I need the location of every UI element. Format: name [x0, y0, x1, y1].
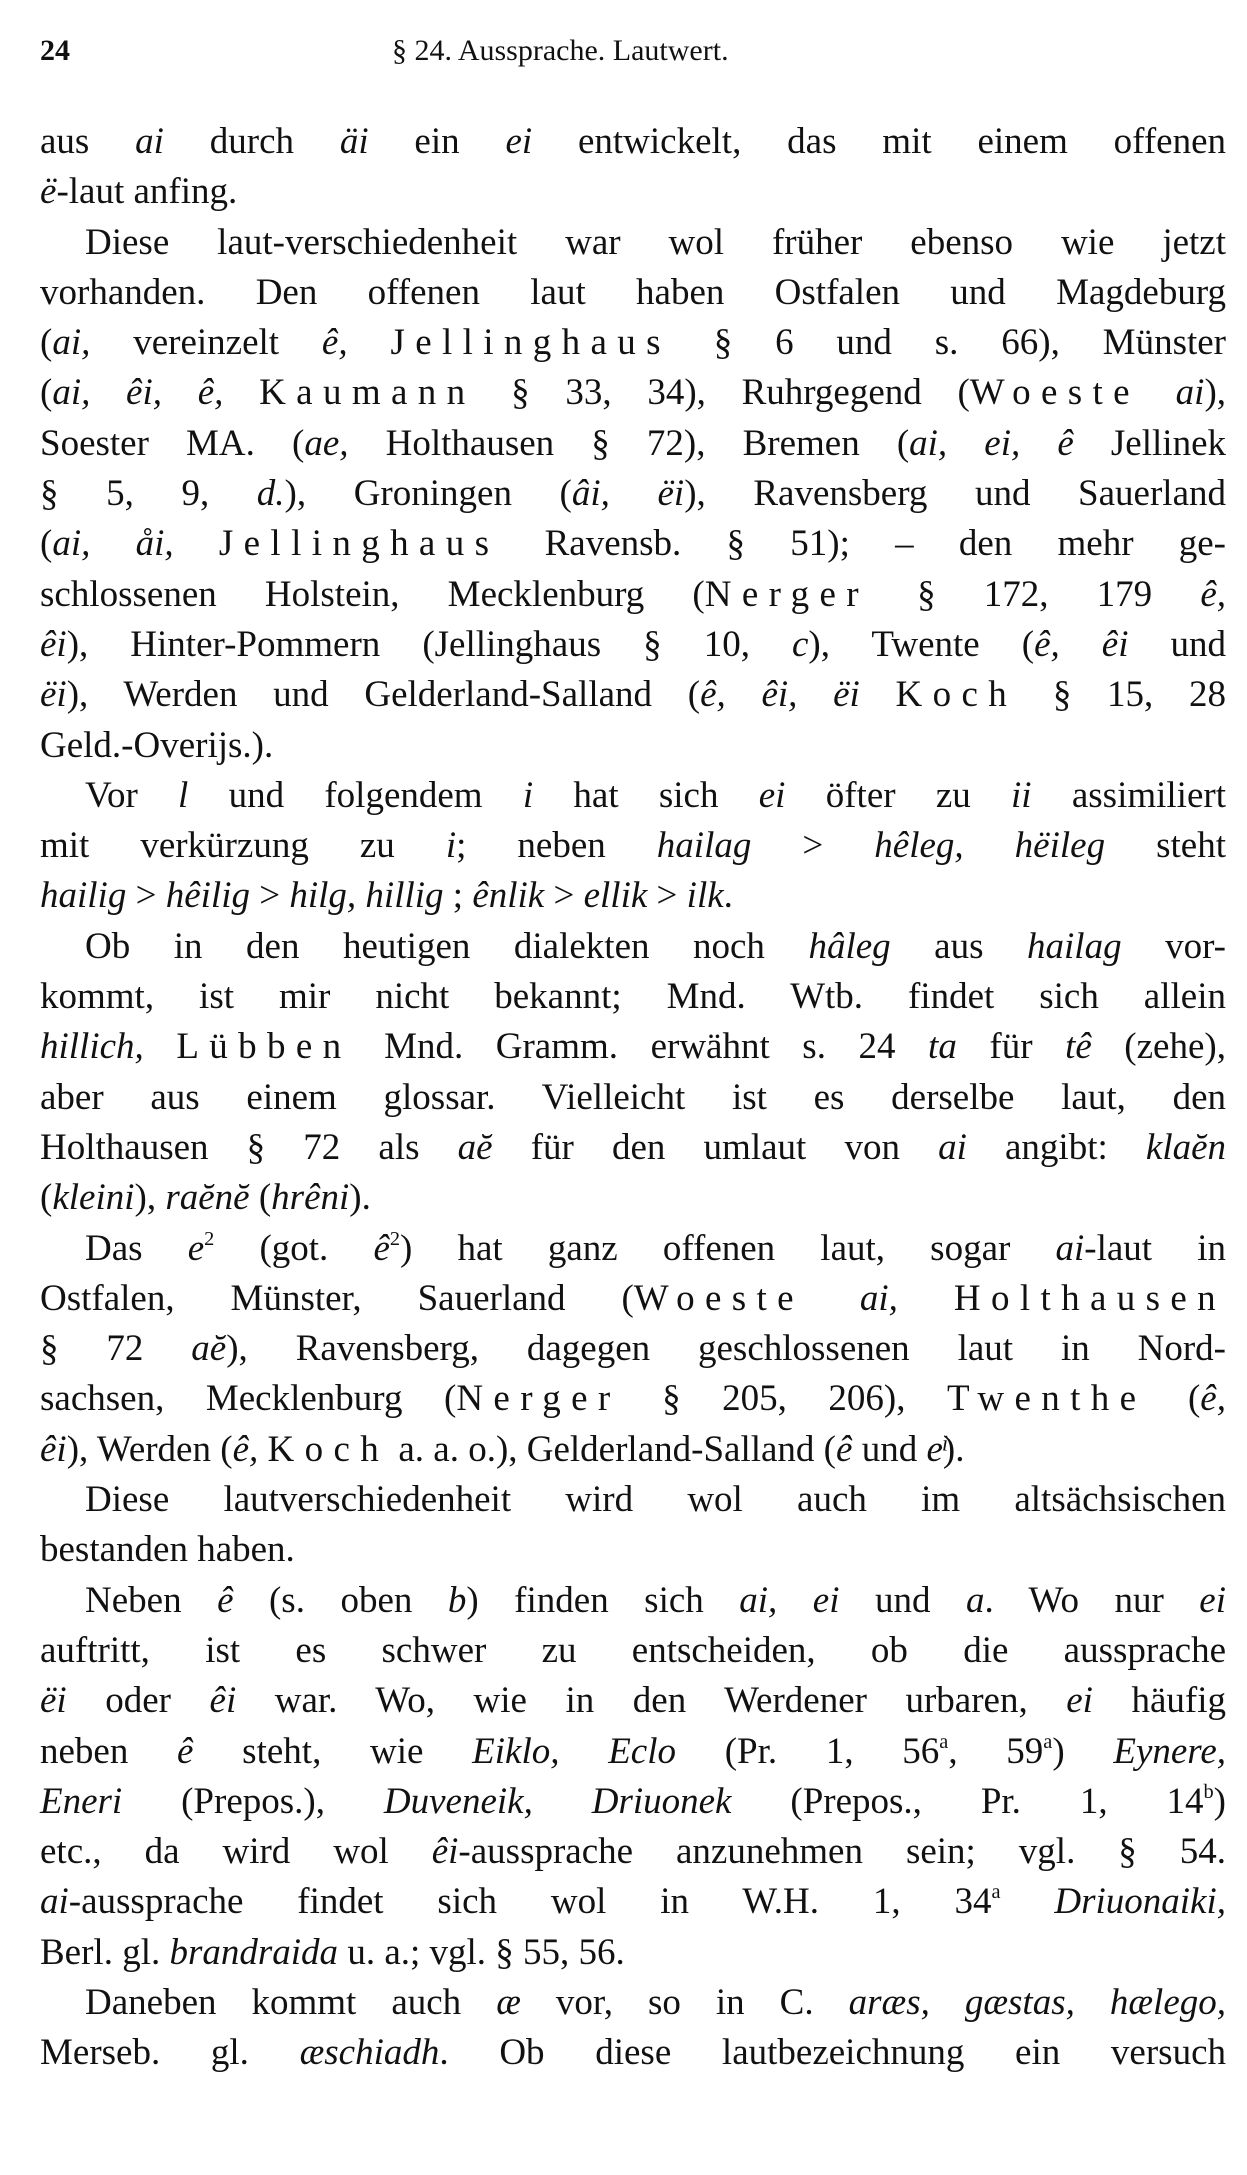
- text-line: [40, 1374, 1226, 1424]
- text-run: (got.: [214, 1227, 374, 1269]
- superscript: b: [1203, 1780, 1214, 1803]
- italic-term: ênlik: [472, 875, 545, 917]
- text-run: [860, 674, 896, 715]
- running-title: § 24. Aussprache. Lautwert.: [392, 34, 729, 67]
- text-line: [40, 1224, 1226, 1274]
- text-run: § 72: [40, 1328, 192, 1370]
- italic-term: tê: [1065, 1026, 1092, 1068]
- text-run: Mnd. Gramm. erwähnt s. 24: [351, 1026, 929, 1068]
- text-line: [40, 117, 1226, 167]
- text-run: (Prepos.),: [122, 1780, 384, 1822]
- text-run: (zehe),: [1091, 1026, 1226, 1068]
- italic-term: eͥ: [926, 1428, 943, 1470]
- text-line: [40, 972, 1226, 1022]
- text-run: [174, 523, 219, 564]
- text-run: vor, so in C.: [520, 1981, 849, 2023]
- text-line: [40, 469, 1226, 519]
- text-line: [40, 1877, 1226, 1927]
- text-line: [40, 419, 1226, 469]
- text-run: auftritt, ist es schwer zu entscheiden, ob die aussprache: [40, 1629, 1226, 1671]
- text-line: [40, 1777, 1226, 1827]
- italic-term: ilk: [686, 875, 724, 917]
- italic-term: ëi: [40, 674, 67, 716]
- text-run: ), Ravensberg und Sauerland: [684, 473, 1227, 515]
- superscript: 2: [204, 1227, 215, 1250]
- italic-term: ëi: [40, 1680, 67, 1722]
- text-run: für: [956, 1026, 1066, 1068]
- italic-term: hâleg: [808, 925, 891, 967]
- italic-term: Eneri: [40, 1780, 123, 1822]
- text-run: § 15, 28: [1017, 674, 1227, 716]
- italic-term: ei: [1066, 1680, 1093, 1722]
- italic-term: Duveneik, Driuonek: [383, 1780, 732, 1822]
- text-line: [40, 1827, 1226, 1877]
- superscript: 2: [389, 1227, 401, 1250]
- text-run: Neben: [85, 1579, 218, 1621]
- text-run: [804, 1278, 860, 1319]
- text-run: Holthausen § 72), Bremen (: [348, 422, 910, 464]
- italic-term: êi: [40, 623, 67, 665]
- italic-term: ai, ei: [739, 1579, 840, 1621]
- text-run: für den umlaut von: [492, 1126, 939, 1168]
- italic-term: êi: [40, 1428, 67, 1470]
- text-line: [40, 1324, 1226, 1374]
- text-run: (: [1146, 1378, 1201, 1420]
- text-run: a. a. o.), Gelderland-Salland (: [389, 1428, 837, 1470]
- italic-term: ii: [1011, 774, 1032, 816]
- author-name: Koch: [895, 674, 1018, 716]
- text-run: (Prepos., Pr. 1, 14: [731, 1780, 1204, 1822]
- italic-term: ae,: [304, 422, 349, 464]
- superscript: a: [1043, 1730, 1053, 1753]
- text-run: Daneben kommt auch: [85, 1981, 497, 2023]
- text-run: Jellinek: [1073, 422, 1226, 464]
- text-run: >: [249, 875, 290, 917]
- text-run: [223, 372, 259, 413]
- text-run: ): [1213, 1780, 1226, 1822]
- text-run: Diese laut-verschiedenheit war wol früher ebenso wie jetzt: [85, 221, 1226, 263]
- text-run: (: [40, 1177, 53, 1219]
- italic-term: ai: [1055, 1227, 1085, 1269]
- italic-term: ê,: [321, 322, 348, 364]
- text-line: [40, 519, 1226, 569]
- text-run: ),: [1204, 372, 1227, 414]
- italic-term: Eiklo, Eclo: [472, 1730, 676, 1772]
- italic-term: ai: [1175, 372, 1205, 414]
- text-run: § 172, 179: [868, 573, 1201, 615]
- italic-term: e: [187, 1227, 205, 1269]
- italic-term: æschiadh: [299, 2032, 440, 2074]
- text-line: [40, 2028, 1226, 2078]
- text-run: vorhanden. Den offenen laut haben Ostfalen und Magdeburg: [40, 271, 1226, 313]
- text-run: [898, 1278, 954, 1319]
- text-run: mit verkürzung zu: [40, 825, 446, 867]
- italic-term: ai: [135, 121, 164, 162]
- italic-term: hrêni: [271, 1177, 350, 1219]
- text-run: § 5, 9,: [40, 473, 257, 515]
- text-line: [40, 268, 1226, 318]
- italic-term: ê: [373, 1227, 390, 1269]
- text-run: und: [852, 1428, 927, 1470]
- text-run: war. Wo, wie in den Werdener urbaren,: [236, 1680, 1067, 1722]
- italic-term: aĕ: [191, 1328, 227, 1370]
- italic-term: brandraida: [169, 1931, 339, 1973]
- text-run: Holthausen § 72 als: [40, 1126, 458, 1168]
- italic-term: raĕnĕ: [165, 1177, 250, 1219]
- text-run: Diese lautverschiedenheit wird wol auch im altsächsischen: [85, 1479, 1226, 1521]
- italic-term: æ: [496, 1981, 521, 2023]
- text-line: [40, 1576, 1226, 1626]
- text-line: [40, 1475, 1226, 1525]
- text-line: [40, 1274, 1226, 1324]
- text-run: (s. oben: [233, 1579, 448, 1621]
- italic-term: ai, åi,: [52, 523, 174, 565]
- italic-term: äi: [339, 121, 369, 162]
- text-run: >: [647, 875, 687, 917]
- author-name: Jellinghaus: [218, 523, 500, 565]
- italic-term: ê, êi, ëi: [700, 674, 860, 716]
- text-run: >: [126, 875, 166, 917]
- text-line: [40, 1626, 1226, 1676]
- text-run: angibt:: [966, 1126, 1146, 1168]
- text-run: ) finden sich: [466, 1579, 740, 1621]
- text-run: ).: [942, 1428, 965, 1470]
- italic-term: d.: [256, 473, 285, 515]
- italic-term: kleini: [52, 1177, 135, 1219]
- text-line: [40, 218, 1226, 268]
- italic-term: ai, êi, ê,: [52, 372, 224, 414]
- text-run: durch: [163, 121, 340, 162]
- text-run: öfter zu: [785, 774, 1012, 816]
- text-run: bestanden haben.: [40, 1529, 295, 1571]
- text-run: ).: [349, 1177, 371, 1219]
- text-line: [40, 771, 1226, 821]
- text-run: sachsen, Mecklenburg (: [40, 1378, 457, 1420]
- italic-term: ai, ei, ê: [909, 422, 1074, 464]
- text-line: [40, 1676, 1226, 1726]
- italic-term: hailig: [40, 875, 127, 917]
- author-name: Nerger: [456, 1378, 621, 1420]
- italic-term: aræs, gæstas, hælego,: [848, 1981, 1227, 2023]
- text-line: [40, 1073, 1226, 1123]
- text-line: [40, 1525, 1226, 1575]
- text-line: [40, 1173, 1226, 1223]
- italic-term: ë: [40, 171, 57, 213]
- italic-term: l: [178, 774, 189, 816]
- text-run: aber aus einem glossar. Vielleicht ist es derselbe laut, den: [40, 1076, 1226, 1118]
- text-run: aus: [40, 121, 136, 162]
- author-name: Twenthe: [947, 1378, 1147, 1420]
- italic-term: c: [791, 623, 809, 665]
- text-run: § 33, 34), Ruhrgegend (: [475, 372, 970, 414]
- text-run: ),: [134, 1177, 166, 1219]
- italic-term: ai,: [859, 1277, 898, 1319]
- text-run: [1000, 1881, 1054, 1922]
- text-run: [1140, 372, 1176, 413]
- text-run: ), Groningen (: [284, 473, 572, 515]
- text-run: vor-: [1121, 925, 1226, 967]
- page-number: 24: [40, 34, 70, 67]
- author-name: Holthausen: [953, 1277, 1227, 1319]
- author-name: Nerger: [704, 573, 869, 615]
- text-run: (: [40, 322, 53, 364]
- text-run: neben: [40, 1730, 178, 1772]
- italic-term: ei: [1199, 1579, 1226, 1621]
- italic-term: ai: [938, 1126, 967, 1168]
- text-line: [40, 670, 1226, 720]
- italic-term: ai,: [52, 322, 91, 364]
- text-run: Soester MA. (: [40, 422, 305, 464]
- text-run: (: [40, 523, 53, 565]
- text-line: [40, 1928, 1226, 1978]
- text-run: -aussprache anzunehmen sein; vgl. § 54.: [458, 1831, 1226, 1873]
- italic-term: êi: [209, 1680, 237, 1722]
- text-run: >: [751, 825, 875, 867]
- italic-term: ê,: [1200, 1378, 1226, 1420]
- text-line: [40, 620, 1226, 670]
- text-run: ), Hinter-Pommern (Jellinghaus § 10,: [66, 623, 792, 665]
- text-run: [348, 322, 391, 363]
- text-run: [258, 1429, 267, 1470]
- page-header: [40, 26, 1225, 72]
- text-run: aus: [890, 925, 1028, 967]
- text-run: [144, 1026, 177, 1067]
- text-run: . Ob diese lautbezeichnung ein versuch: [439, 2032, 1226, 2074]
- author-name: Woeste: [969, 372, 1140, 414]
- text-run: ), Werden (: [66, 1428, 233, 1470]
- author-name: Jellinghaus: [390, 322, 671, 364]
- text-run: ), Twente (: [808, 623, 1035, 665]
- text-line: [40, 1425, 1226, 1475]
- text-run: § 205, 206),: [620, 1378, 948, 1420]
- text-line: [40, 1022, 1226, 1072]
- text-run: . Wo nur: [984, 1579, 1200, 1621]
- text-run: steht: [1105, 825, 1227, 867]
- text-run: ), Werden und Gelderland-Salland (: [66, 674, 701, 716]
- italic-term: ê: [217, 1579, 234, 1621]
- text-run: und: [1128, 623, 1226, 665]
- italic-term: ai: [40, 1881, 69, 1923]
- text-run: Vor: [85, 774, 179, 816]
- italic-term: Driuonaiki,: [1054, 1881, 1226, 1923]
- italic-term: hilg, hillig: [289, 875, 444, 917]
- text-run: (: [40, 372, 53, 414]
- italic-term: hailag: [656, 825, 752, 867]
- italic-term: ei: [758, 774, 786, 816]
- italic-term: aĕ: [457, 1126, 493, 1168]
- text-run: -aussprache findet sich wol in W.H. 1, 34: [68, 1881, 992, 1923]
- text-run: Ravensb. § 51); – den mehr ge-: [499, 523, 1227, 565]
- text-run: häufig: [1092, 1680, 1226, 1722]
- text-run: steht, wie: [193, 1730, 473, 1772]
- italic-term: ê,: [1200, 573, 1226, 615]
- italic-term: ê: [836, 1428, 853, 1470]
- italic-term: a: [965, 1579, 985, 1621]
- italic-term: Eynere,: [1113, 1730, 1226, 1772]
- text-run: , 59: [948, 1730, 1044, 1772]
- text-run: assimiliert: [1031, 774, 1226, 816]
- text-line: [40, 570, 1226, 620]
- superscript: a: [991, 1881, 1001, 1904]
- italic-term: klaĕn: [1145, 1126, 1227, 1168]
- text-run: oder: [66, 1680, 210, 1722]
- text-line: [40, 871, 1226, 921]
- superscript: a: [939, 1730, 949, 1753]
- text-run: ; neben: [456, 825, 657, 867]
- text-run: u. a.; vgl. § 55, 56.: [338, 1931, 625, 1973]
- text-line: [40, 1978, 1226, 2028]
- italic-term: i: [445, 825, 457, 867]
- italic-term: ê,: [232, 1428, 259, 1470]
- italic-term: hêleg, hëileg: [874, 825, 1106, 867]
- text-line: [40, 1727, 1226, 1777]
- italic-term: ê, êi: [1034, 623, 1129, 665]
- text-line: [40, 721, 1226, 771]
- author-name: Lübben: [176, 1026, 352, 1068]
- text-run: -laut anfing.: [56, 171, 238, 213]
- text-run: und: [839, 1579, 966, 1621]
- text-run: .: [723, 875, 733, 917]
- text-run: Das: [85, 1227, 188, 1269]
- italic-term: ê: [177, 1730, 194, 1772]
- italic-term: hillich,: [40, 1026, 144, 1068]
- italic-term: ta: [928, 1026, 957, 1068]
- italic-term: êi: [431, 1831, 459, 1873]
- text-run: Geld.-Overijs.).: [40, 724, 274, 766]
- text-run: Ob in den heutigen dialekten noch: [85, 925, 809, 967]
- body-text: [40, 117, 1226, 2079]
- text-line: [40, 368, 1226, 418]
- text-run: Berl. gl.: [40, 1931, 170, 1973]
- text-run: ein: [368, 121, 506, 162]
- text-run: (: [249, 1177, 272, 1219]
- text-line: [40, 821, 1226, 871]
- text-line: [40, 1123, 1226, 1173]
- italic-term: b: [447, 1579, 467, 1621]
- text-run: ): [1052, 1730, 1114, 1772]
- text-run: ), Ravensberg, dagegen geschlossenen laut in Nord-: [226, 1328, 1226, 1370]
- text-line: [40, 922, 1226, 972]
- italic-term: hêilig: [165, 875, 250, 917]
- text-run: ;: [443, 875, 473, 917]
- text-line: [40, 318, 1226, 368]
- text-run: >: [544, 875, 584, 917]
- text-run: schlossenen Holstein, Mecklenburg (: [40, 573, 705, 615]
- italic-term: ei: [505, 121, 533, 162]
- text-run: -laut in: [1084, 1227, 1226, 1269]
- text-run: kommt, ist mir nicht bekannt; Mnd. Wtb. findet sich allein: [40, 976, 1226, 1018]
- author-name: Kaumann: [259, 372, 476, 414]
- text-run: etc., da wird wol: [40, 1831, 432, 1873]
- text-run: (Pr. 1, 56: [676, 1730, 940, 1772]
- italic-term: ellik: [583, 875, 648, 917]
- text-run: und folgendem: [188, 774, 523, 816]
- author-name: Woeste: [633, 1277, 804, 1319]
- text-line: [40, 167, 1226, 217]
- text-run: § 6 und s. 66), Münster: [670, 322, 1226, 364]
- author-name: Koch: [267, 1428, 390, 1470]
- text-run: hat sich: [533, 774, 759, 816]
- text-run: entwickelt, das mit einem offenen: [532, 121, 1226, 162]
- text-run: ) hat ganz offenen laut, sogar: [400, 1227, 1056, 1269]
- italic-term: i: [522, 774, 534, 816]
- italic-term: âi, ëi: [571, 473, 685, 515]
- italic-term: hailag: [1027, 925, 1122, 967]
- text-run: Ostfalen, Münster, Sauerland (: [40, 1277, 634, 1319]
- text-run: Merseb. gl.: [40, 2032, 300, 2074]
- text-run: vereinzelt: [90, 322, 322, 364]
